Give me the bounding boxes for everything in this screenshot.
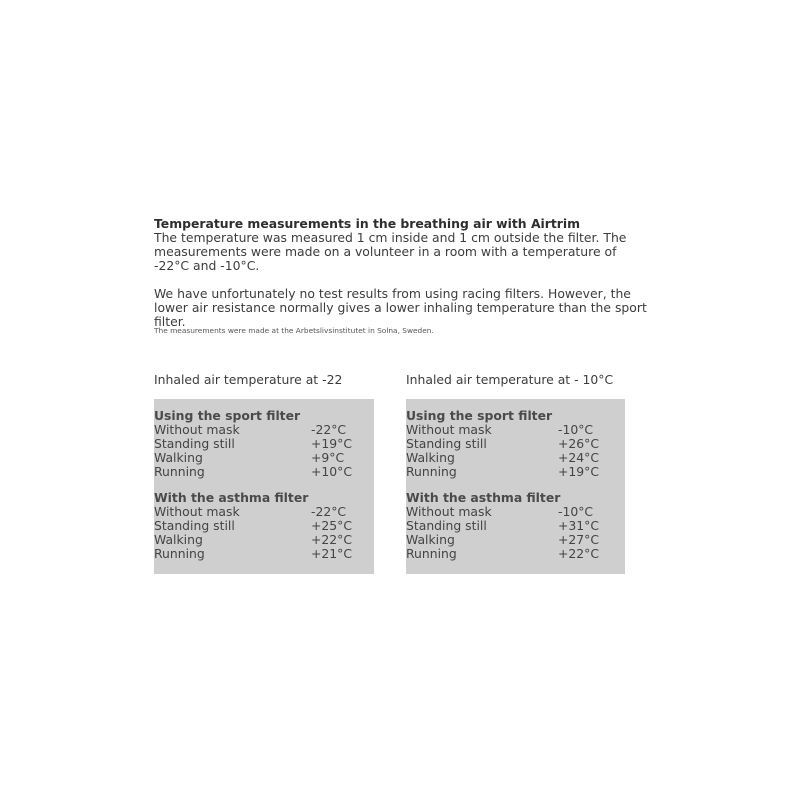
group-title: With the asthma filter <box>406 490 561 505</box>
table-row <box>154 423 374 437</box>
table-title-minus-22: Inhaled air temperature at -22 <box>154 372 343 387</box>
table-row <box>154 465 374 479</box>
intro-paragraph-2: We have unfortunately no test results from using racing filters. However, the lower air resistance normally gives a lower inhaling temperature than the sport filter. <box>154 286 647 329</box>
row-value: -10°C <box>558 504 594 519</box>
table-row <box>154 505 374 519</box>
row-value: -22°C <box>311 504 347 519</box>
row-value: +31°C <box>558 518 599 533</box>
row-label: Without mask <box>154 504 240 519</box>
row-value: +26°C <box>558 436 599 451</box>
row-label: Without mask <box>154 422 240 437</box>
row-label: Walking <box>154 532 203 547</box>
table-panel-minus-22 <box>154 399 374 574</box>
row-label: Walking <box>406 532 455 547</box>
table-title-minus-10: Inhaled air temperature at - 10°C <box>406 372 614 387</box>
row-label: Running <box>406 546 457 561</box>
row-label: Standing still <box>406 518 487 533</box>
table-row <box>406 547 625 561</box>
row-label: Running <box>154 464 205 479</box>
row-value: +22°C <box>558 546 599 561</box>
row-label: Standing still <box>406 436 487 451</box>
group-title: With the asthma filter <box>154 490 309 505</box>
intro-section <box>154 217 654 329</box>
row-value: -22°C <box>311 422 347 437</box>
table-panel-minus-10 <box>406 399 625 574</box>
table-row <box>406 519 625 533</box>
footnote: The measurements were made at the Arbetslivsinstitutet in Solna, Sweden. <box>154 326 434 335</box>
table-row <box>154 533 374 547</box>
table-row <box>406 423 625 437</box>
row-label: Walking <box>154 450 203 465</box>
row-label: Standing still <box>154 436 235 451</box>
table-row <box>406 465 625 479</box>
row-value: +10°C <box>311 464 352 479</box>
intro-paragraph-1: The temperature was measured 1 cm inside and 1 cm outside the filter. The measurements were made on a volunteer in a room with a temperature of -22°C and -10°C. <box>154 230 627 273</box>
row-value: +19°C <box>311 436 352 451</box>
table-row <box>154 547 374 561</box>
table-row <box>406 451 625 465</box>
row-value: +24°C <box>558 450 599 465</box>
row-value: +25°C <box>311 518 352 533</box>
table-row <box>154 519 374 533</box>
row-value: +21°C <box>311 546 352 561</box>
row-value: +22°C <box>311 532 352 547</box>
table-row <box>154 437 374 451</box>
row-value: +19°C <box>558 464 599 479</box>
row-label: Without mask <box>406 504 492 519</box>
table-row <box>406 505 625 519</box>
row-value: +27°C <box>558 532 599 547</box>
intro-heading: Temperature measurements in the breathing air with Airtrim <box>154 216 581 231</box>
row-label: Running <box>406 464 457 479</box>
row-label: Without mask <box>406 422 492 437</box>
row-label: Walking <box>406 450 455 465</box>
group-title: Using the sport filter <box>406 408 553 423</box>
row-label: Running <box>154 546 205 561</box>
table-row <box>406 533 625 547</box>
row-value: +9°C <box>311 450 345 465</box>
table-row <box>154 451 374 465</box>
table-row <box>406 437 625 451</box>
group-title: Using the sport filter <box>154 408 301 423</box>
row-value: -10°C <box>558 422 594 437</box>
row-label: Standing still <box>154 518 235 533</box>
